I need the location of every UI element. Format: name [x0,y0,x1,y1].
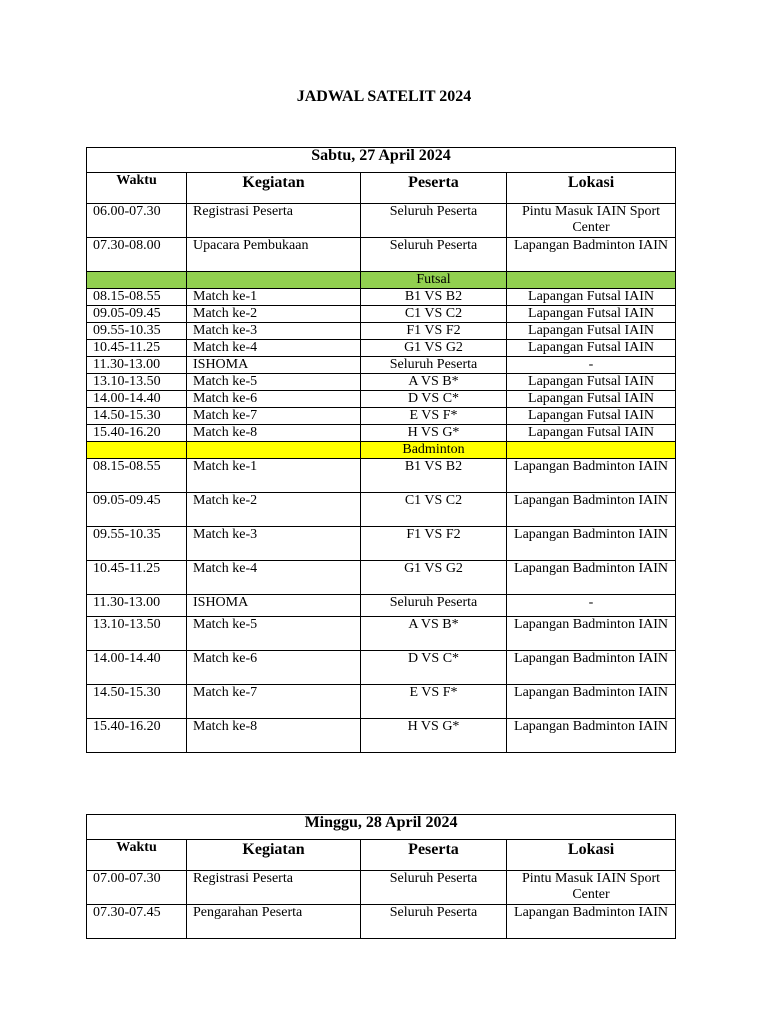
cell-kegiatan: Match ke-7 [187,685,361,719]
cell-lokasi: Lapangan Futsal IAIN [507,408,676,425]
cell-waktu: 08.15-08.55 [87,289,187,306]
day-label: Sabtu, 27 April 2024 [87,148,676,173]
header-lokasi: Lokasi [507,173,676,204]
cell-lokasi: Lapangan Badminton IAIN [507,527,676,561]
cell-peserta: G1 VS G2 [361,340,507,357]
cell-waktu: 07.30-07.45 [87,905,187,939]
cell-kegiatan: ISHOMA [187,357,361,374]
header-kegiatan: Kegiatan [187,840,361,871]
table-row [87,340,676,357]
cell-lokasi: Lapangan Futsal IAIN [507,306,676,323]
cell-peserta: Seluruh Peserta [361,238,507,272]
section-spacer [187,442,361,459]
cell-waktu: 10.45-11.25 [87,561,187,595]
cell-waktu: 07.00-07.30 [87,871,187,905]
day-label: Minggu, 28 April 2024 [87,815,676,840]
cell-waktu: 06.00-07.30 [87,204,187,238]
cell-kegiatan: Match ke-5 [187,374,361,391]
table-row [87,323,676,340]
table-row [87,374,676,391]
cell-peserta: Seluruh Peserta [361,871,507,905]
cell-waktu: 14.00-14.40 [87,651,187,685]
schedule-table-sunday [86,814,676,939]
cell-lokasi: Lapangan Badminton IAIN [507,617,676,651]
section-badminton [87,442,676,459]
cell-waktu: 15.40-16.20 [87,719,187,753]
cell-lokasi: Lapangan Futsal IAIN [507,289,676,306]
cell-lokasi: - [507,595,676,617]
table-row [87,459,676,493]
table-row [87,493,676,527]
schedule-table-saturday [86,147,676,753]
cell-kegiatan: Registrasi Peserta [187,871,361,905]
cell-lokasi: Lapangan Badminton IAIN [507,685,676,719]
cell-peserta: E VS F* [361,408,507,425]
cell-waktu: 11.30-13.00 [87,357,187,374]
cell-lokasi: - [507,357,676,374]
cell-waktu: 14.00-14.40 [87,391,187,408]
table-row [87,527,676,561]
cell-kegiatan: Match ke-5 [187,617,361,651]
table-row [87,289,676,306]
cell-kegiatan: Match ke-4 [187,340,361,357]
section-spacer [507,442,676,459]
section-spacer [87,442,187,459]
cell-peserta: F1 VS F2 [361,323,507,340]
cell-waktu: 09.55-10.35 [87,527,187,561]
cell-peserta: C1 VS C2 [361,306,507,323]
cell-peserta: D VS C* [361,651,507,685]
cell-waktu: 09.55-10.35 [87,323,187,340]
cell-waktu: 13.10-13.50 [87,374,187,391]
cell-lokasi: Lapangan Badminton IAIN [507,651,676,685]
cell-peserta: Seluruh Peserta [361,204,507,238]
cell-peserta: F1 VS F2 [361,527,507,561]
cell-peserta: G1 VS G2 [361,561,507,595]
cell-peserta: A VS B* [361,374,507,391]
table-row [87,238,676,272]
cell-kegiatan: Match ke-1 [187,289,361,306]
cell-peserta: C1 VS C2 [361,493,507,527]
cell-kegiatan: Match ke-3 [187,527,361,561]
cell-peserta: H VS G* [361,425,507,442]
cell-lokasi: Lapangan Badminton IAIN [507,459,676,493]
cell-peserta: A VS B* [361,617,507,651]
cell-lokasi: Lapangan Badminton IAIN [507,719,676,753]
header-lokasi: Lokasi [507,840,676,871]
document-title: JADWAL SATELIT 2024 [296,88,472,105]
cell-kegiatan: Match ke-4 [187,561,361,595]
cell-lokasi: Lapangan Futsal IAIN [507,340,676,357]
table-row [87,408,676,425]
header-peserta: Peserta [361,840,507,871]
table-row [87,204,676,238]
section-label: Futsal [361,272,507,289]
cell-kegiatan: Upacara Pembukaan [187,238,361,272]
header-row [87,840,676,871]
table-row [87,685,676,719]
cell-peserta: D VS C* [361,391,507,408]
cell-kegiatan: Match ke-2 [187,306,361,323]
table-row [87,357,676,374]
table-row [87,391,676,408]
table-row [87,617,676,651]
cell-waktu: 10.45-11.25 [87,340,187,357]
cell-lokasi: Pintu Masuk IAIN Sport Center [507,204,676,238]
table-row [87,651,676,685]
cell-kegiatan: Registrasi Peserta [187,204,361,238]
cell-kegiatan: Match ke-1 [187,459,361,493]
cell-waktu: 13.10-13.50 [87,617,187,651]
day-row-saturday [87,148,676,173]
table-row [87,871,676,905]
header-waktu: Waktu [87,173,187,204]
cell-waktu: 08.15-08.55 [87,459,187,493]
cell-lokasi: Lapangan Futsal IAIN [507,374,676,391]
day-row-sunday [87,815,676,840]
cell-waktu: 14.50-15.30 [87,685,187,719]
header-kegiatan: Kegiatan [187,173,361,204]
cell-waktu: 07.30-08.00 [87,238,187,272]
cell-kegiatan: Match ke-8 [187,425,361,442]
cell-lokasi: Lapangan Badminton IAIN [507,561,676,595]
cell-waktu: 09.05-09.45 [87,493,187,527]
cell-lokasi: Pintu Masuk IAIN Sport Center [507,871,676,905]
cell-lokasi: Lapangan Futsal IAIN [507,425,676,442]
header-row [87,173,676,204]
cell-kegiatan: Match ke-8 [187,719,361,753]
table-row [87,306,676,323]
header-waktu: Waktu [87,840,187,871]
cell-kegiatan: Match ke-7 [187,408,361,425]
cell-kegiatan: Match ke-6 [187,651,361,685]
cell-waktu: 14.50-15.30 [87,408,187,425]
cell-kegiatan: Pengarahan Peserta [187,905,361,939]
cell-lokasi: Lapangan Badminton IAIN [507,905,676,939]
cell-waktu: 11.30-13.00 [87,595,187,617]
cell-kegiatan: ISHOMA [187,595,361,617]
table-row [87,719,676,753]
cell-peserta: Seluruh Peserta [361,905,507,939]
cell-peserta: B1 VS B2 [361,289,507,306]
cell-waktu: 09.05-09.45 [87,306,187,323]
table-row [87,595,676,617]
cell-peserta: Seluruh Peserta [361,595,507,617]
cell-peserta: E VS F* [361,685,507,719]
section-spacer [507,272,676,289]
cell-lokasi: Lapangan Futsal IAIN [507,391,676,408]
table-row [87,561,676,595]
cell-lokasi: Lapangan Badminton IAIN [507,493,676,527]
cell-kegiatan: Match ke-3 [187,323,361,340]
cell-peserta: B1 VS B2 [361,459,507,493]
section-futsal [87,272,676,289]
section-spacer [87,272,187,289]
section-label: Badminton [361,442,507,459]
header-peserta: Peserta [361,173,507,204]
table-row [87,425,676,442]
cell-waktu: 15.40-16.20 [87,425,187,442]
cell-kegiatan: Match ke-2 [187,493,361,527]
cell-lokasi: Lapangan Badminton IAIN [507,238,676,272]
cell-lokasi: Lapangan Futsal IAIN [507,323,676,340]
cell-kegiatan: Match ke-6 [187,391,361,408]
cell-peserta: H VS G* [361,719,507,753]
cell-peserta: Seluruh Peserta [361,357,507,374]
section-spacer [187,272,361,289]
table-row [87,905,676,939]
